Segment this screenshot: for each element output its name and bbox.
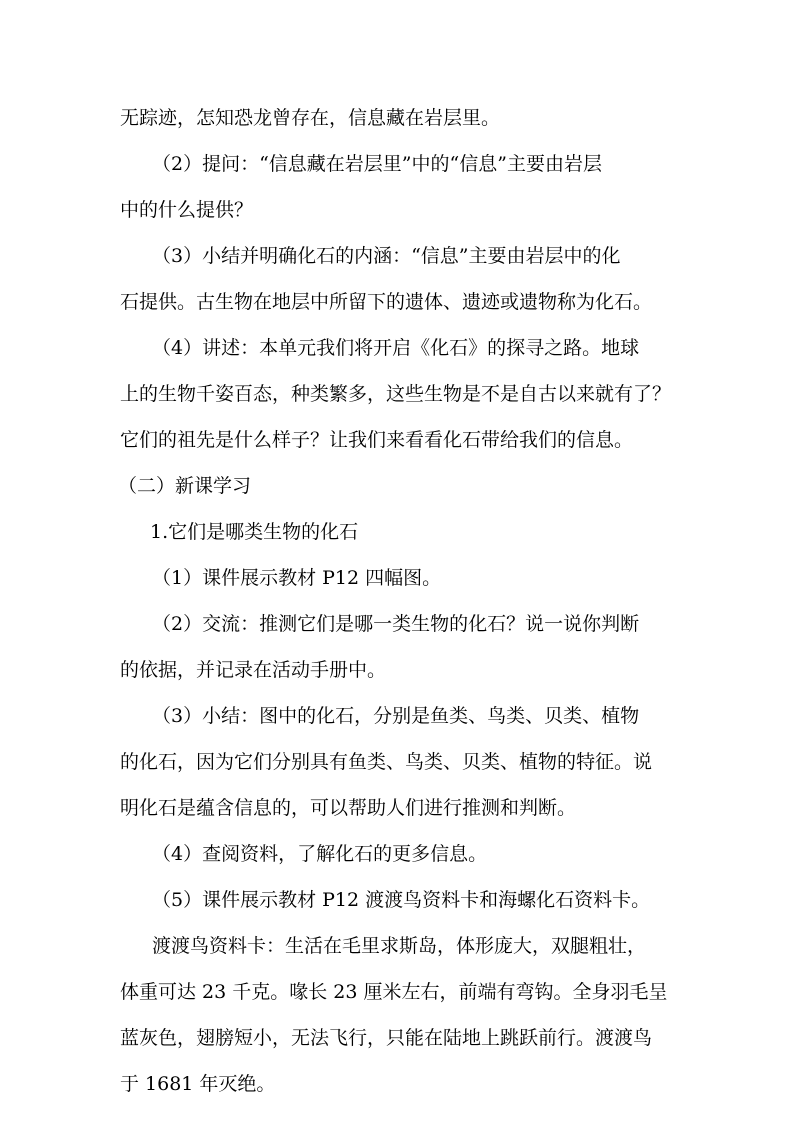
text-line-8: 它们的祖先是什么样子？让我们来看看化石带给我们的信息。 bbox=[120, 429, 634, 451]
text-line-22: 于 1681 年灭绝。 bbox=[120, 1073, 276, 1095]
text-line-7: 上的生物千姿百态，种类繁多，这些生物是不是自古以来就有了？ bbox=[120, 383, 672, 405]
text-line-19: 渡渡鸟资料卡：生活在毛里求斯岛，体形庞大，双腿粗壮， bbox=[152, 935, 647, 957]
text-line-1: 无踪迹，怎知恐龙曾存在，信息藏在岩层里。 bbox=[120, 107, 501, 129]
section-heading: （二）新课学习 bbox=[118, 475, 252, 497]
text-line-4: （3）小结并明确化石的内涵：“信息”主要由岩层中的化 bbox=[152, 245, 621, 267]
text-line-6: （4）讲述：本单元我们将开启《化石》的探寻之路。地球 bbox=[152, 337, 640, 359]
text-line-11: （1）课件展示教材 P12 四幅图。 bbox=[152, 567, 442, 589]
text-line-21: 蓝灰色，翅膀短小，无法飞行，只能在陆地上跳跃前行。渡渡鸟 bbox=[120, 1027, 653, 1049]
text-line-17: （4）查阅资料，了解化石的更多信息。 bbox=[152, 843, 488, 865]
text-line-16: 明化石是蕴含信息的，可以帮助人们进行推测和判断。 bbox=[120, 797, 577, 819]
text-line-5: 石提供。古生物在地层中所留下的遗体、遗迹或遗物称为化石。 bbox=[120, 291, 653, 313]
text-line-2: （2）提问：“信息藏在岩层里”中的“信息”主要由岩层 bbox=[152, 153, 602, 175]
subsection-heading: 1.它们是哪类生物的化石 bbox=[150, 521, 359, 543]
text-line-14: （3）小结：图中的化石，分别是鱼类、鸟类、贝类、植物 bbox=[152, 705, 640, 727]
text-line-3: 中的什么提供？ bbox=[120, 199, 254, 221]
text-line-13: 的依据，并记录在活动手册中。 bbox=[120, 659, 387, 681]
text-line-18: （5）课件展示教材 P12 渡渡鸟资料卡和海螺化石资料卡。 bbox=[152, 889, 651, 911]
text-line-20: 体重可达 23 千克。喙长 23 厘米左右，前端有弯钩。全身羽毛呈 bbox=[120, 981, 668, 1003]
text-line-12: （2）交流：推测它们是哪一类生物的化石？说一说你判断 bbox=[152, 613, 640, 635]
text-line-15: 的化石，因为它们分别具有鱼类、鸟类、贝类、植物的特征。说 bbox=[120, 751, 653, 773]
